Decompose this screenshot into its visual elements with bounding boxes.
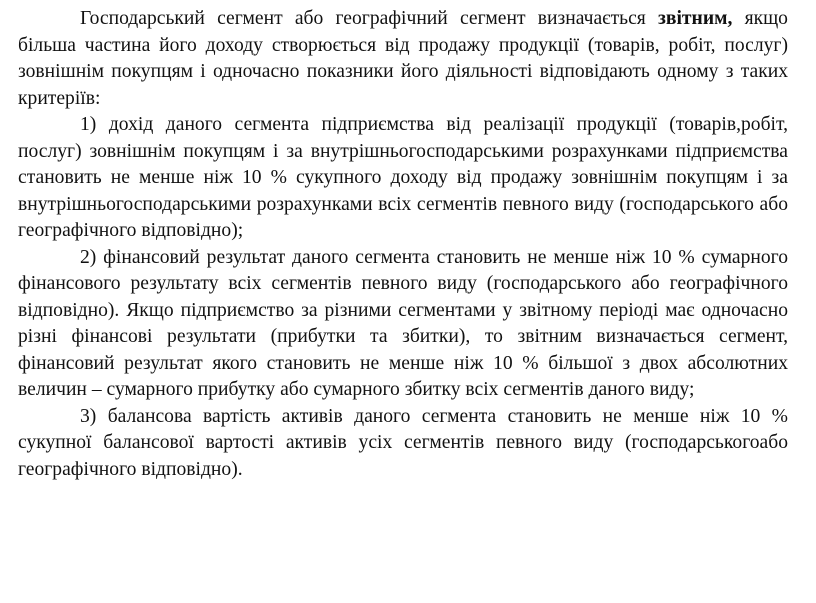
criterion-1 — [18, 112, 788, 245]
criterion-1-text: дохід даного сегмента підприємства від реалізації продукції (товарів,робіт, послуг) зовнішнім покупцям і за внутрішньогосподарськими розрахунками підприємства становить не менше ніж 10 % сукупного доходу від продажу зовнішнім покупцям і за внутрішньогосподарськими розрахунками всіх сегментів певного виду (господарського або географічного відповідно); — [18, 114, 788, 241]
criterion-3 — [18, 404, 788, 484]
criterion-2-label: 2) — [80, 246, 97, 268]
intro-paragraph — [18, 6, 788, 112]
criterion-3-label: 3) — [80, 405, 97, 427]
criterion-2-text: фінансовий результат даного сегмента становить не менше ніж 10 % сумарного фінансового результату всіх сегментів певного виду (господарського або географічного відповідно). Якщо підприємство за різними сегментами у звітному періоді має одночасно різні фінансові результати (прибутки та збитки), то звітним визначається сегмент, фінансовий результат якого становить не менше ніж 10 % більшої з двох абсолютних величин – сумарного прибутку або сумарного збитку всіх сегментів даного виду; — [18, 246, 788, 400]
criterion-2 — [18, 245, 788, 404]
intro-text-start: Господарський сегмент або географічний сегмент визначається — [80, 8, 658, 29]
criterion-3-text: балансова вартість активів даного сегмента становить не менше ніж 10 % сукупної балансової вартості активів усіх сегментів певного виду (господарськогоабо географічного відповідно). — [18, 405, 788, 480]
criterion-1-label: 1) — [80, 114, 97, 135]
reportable-term: звітним, — [658, 8, 733, 29]
document-page — [18, 6, 788, 483]
intro-text-end: якщо більша частина його доходу створюється від продажу продукції (товарів, робіт, послуг) зовнішнім покупцям і одночасно показники його діяльності відповідають одному з таких критеріїв: — [18, 8, 788, 109]
